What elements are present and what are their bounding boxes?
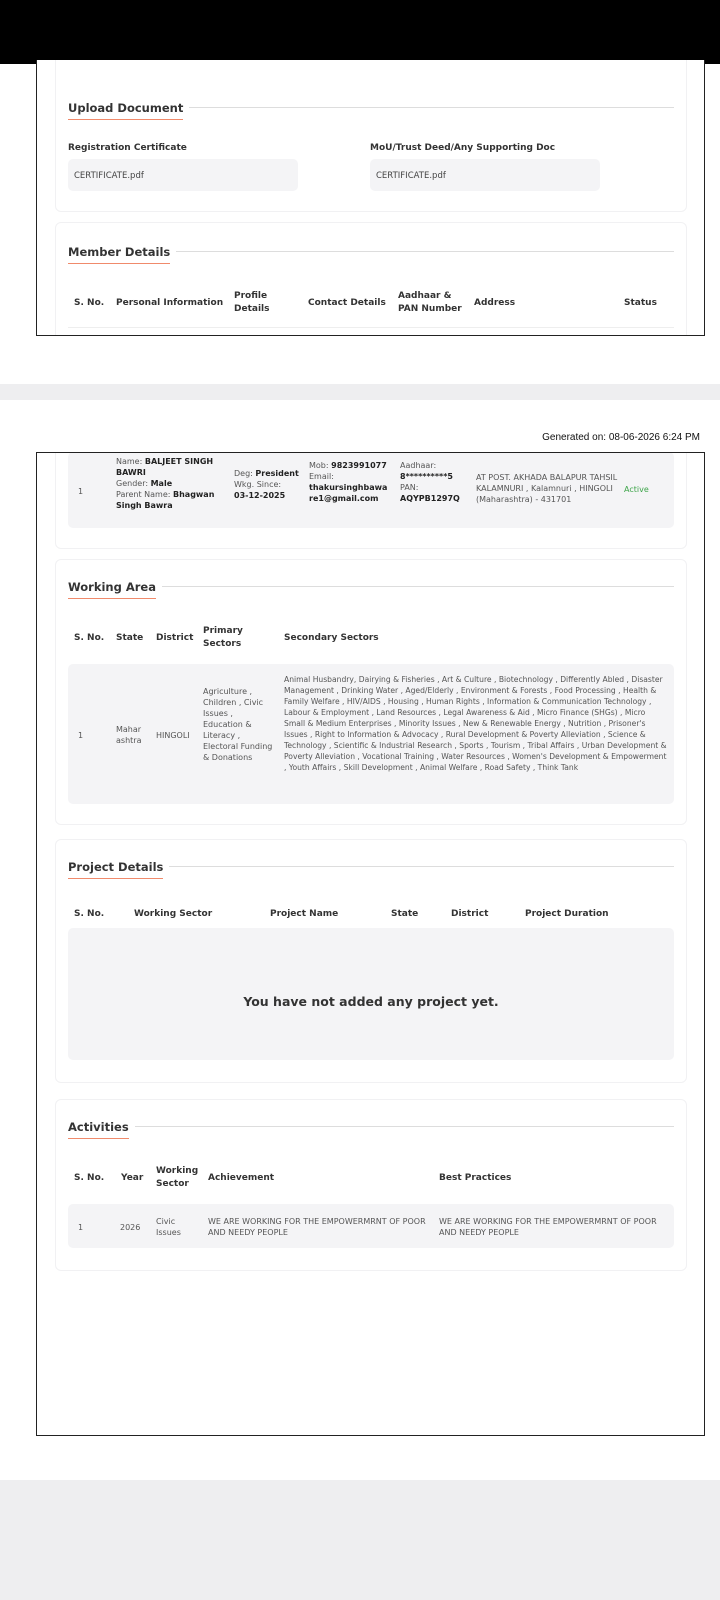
col-header: Primary Sectors bbox=[203, 626, 243, 649]
section-title-members: Member Details bbox=[68, 245, 170, 264]
member-profile-details: Deg: President Wkg. Since: 03-12-2025 bbox=[234, 469, 299, 500]
col-header: Year bbox=[121, 1173, 144, 1183]
section-title-activities: Activities bbox=[68, 1120, 129, 1139]
registration-certificate-file[interactable]: CERTIFICATE.pdf bbox=[68, 159, 298, 191]
registration-certificate-label: Registration Certificate bbox=[68, 143, 187, 153]
col-header: Project Duration bbox=[525, 909, 609, 919]
member-sno: 1 bbox=[78, 487, 84, 496]
col-header: Project Name bbox=[270, 909, 339, 919]
section-title-working-area: Working Area bbox=[68, 580, 156, 599]
col-header: State bbox=[391, 909, 419, 919]
status-badge: Active bbox=[624, 485, 649, 494]
divider bbox=[189, 107, 674, 108]
table-row bbox=[68, 452, 674, 528]
col-header: Best Practices bbox=[439, 1173, 512, 1183]
working-area-district: HINGOLI bbox=[156, 731, 190, 740]
member-aadhaar-pan: Aadhaar: 8**********5 PAN: AQYPB1297Q bbox=[400, 461, 460, 503]
table-row bbox=[68, 664, 674, 804]
activity-achievement: WE ARE WORKING FOR THE EMPOWERMRNT OF POOR AND NEEDY PEOPLE bbox=[208, 1217, 426, 1237]
working-area-primary-sectors: Agriculture , Children , Civic Issues , Education & Literacy , Electoral Funding & Donations bbox=[203, 687, 273, 762]
section-title-projects: Project Details bbox=[68, 860, 163, 879]
col-header: S. No. bbox=[74, 909, 105, 919]
working-area-state: Mahar ashtra bbox=[116, 725, 142, 745]
col-header: Achievement bbox=[208, 1173, 275, 1183]
working-area-card bbox=[55, 559, 687, 825]
member-contact-details: Mob: 9823991077 Email: thakursinghbawa re1@gmail.com bbox=[309, 461, 388, 503]
pdf-page-2 bbox=[0, 400, 720, 1480]
working-area-secondary-sectors: Animal Husbandry, Dairying & Fisheries , Art & Culture , Biotechnology , Differently Abled , Disaster Management , Drinking Water , Aged/Elderly , Environment & Forests , Food Processing , Health & Family Welfare , HIV/AIDS , Housing , Human Rights , Information & Communication Technology , Labour & Employment , Land Resources , Legal Awareness & Aid , Micro Finance (SHGs) , Micro Small & Medium Enterprises , Minority Issues , New & Renewable Energy , Nutrition , Prisoner's Issues , Right to Information & Advocacy , Rural Development & Poverty Alleviation , Science & Technology , Scientific & Industrial Research , Sports , Tourism , Tribal Affairs , Urban Development & Poverty Alleviation , Vocational Training , Water Resources , Women's Development & Empowerment , Youth Affairs , Skill Development , Animal Welfare , Road Safety , Think Tank bbox=[284, 675, 667, 772]
page-frame bbox=[36, 60, 705, 336]
empty-state bbox=[68, 928, 674, 1060]
working-area-sno: 1 bbox=[78, 731, 84, 740]
divider bbox=[176, 251, 674, 252]
col-header: Contact Details bbox=[308, 298, 386, 308]
activity-best-practices: WE ARE WORKING FOR THE EMPOWERMRNT OF POOR AND NEEDY PEOPLE bbox=[439, 1217, 657, 1237]
col-header: Working Sector bbox=[156, 1166, 199, 1189]
member-personal-info: Name: BALJEET SINGH BAWRI Gender: Male Parent Name: Bhagwan Singh Bawra bbox=[116, 457, 215, 510]
col-header: S. No. bbox=[74, 1173, 105, 1183]
col-header: S. No. bbox=[74, 633, 105, 643]
divider bbox=[169, 866, 674, 867]
pdf-page-1 bbox=[0, 64, 720, 384]
mou-file[interactable]: CERTIFICATE.pdf bbox=[370, 159, 600, 191]
project-details-card bbox=[55, 839, 687, 1083]
generated-timestamp: Generated on: 08-06-2026 6:24 PM bbox=[542, 432, 700, 443]
col-header: Working Sector bbox=[134, 909, 213, 919]
col-header: Address bbox=[474, 298, 516, 308]
col-header: Secondary Sectors bbox=[284, 633, 379, 643]
member-details-card-continued bbox=[55, 452, 687, 549]
col-header: Aadhaar & PAN Number bbox=[398, 291, 462, 314]
divider bbox=[135, 1126, 674, 1127]
col-header: Personal Information bbox=[116, 298, 224, 308]
activity-sector: Civic Issues bbox=[156, 1217, 181, 1237]
col-header: District bbox=[156, 633, 194, 643]
col-header: S. No. bbox=[74, 298, 105, 308]
col-header: District bbox=[451, 909, 489, 919]
mou-label: MoU/Trust Deed/Any Supporting Doc bbox=[370, 143, 556, 153]
section-title-upload: Upload Document bbox=[68, 101, 183, 120]
divider bbox=[68, 327, 674, 328]
member-details-card bbox=[55, 222, 687, 336]
empty-message: You have not added any project yet. bbox=[243, 994, 499, 1009]
table-row bbox=[68, 1204, 674, 1248]
col-header: Status bbox=[624, 298, 657, 308]
upload-document-card bbox=[55, 60, 687, 212]
col-header: Profile Details bbox=[234, 291, 270, 314]
page-frame bbox=[36, 452, 705, 1436]
member-address: AT POST. AKHADA BALAPUR TAHSIL KALAMNURI , Kalamnuri , HINGOLI (Maharashtra) - 431701 bbox=[476, 473, 618, 504]
status-bar bbox=[0, 0, 720, 64]
activity-sno: 1 bbox=[78, 1223, 84, 1232]
activity-year: 2026 bbox=[120, 1223, 141, 1232]
col-header: State bbox=[116, 633, 144, 643]
divider bbox=[162, 586, 674, 587]
activities-card bbox=[55, 1099, 687, 1271]
